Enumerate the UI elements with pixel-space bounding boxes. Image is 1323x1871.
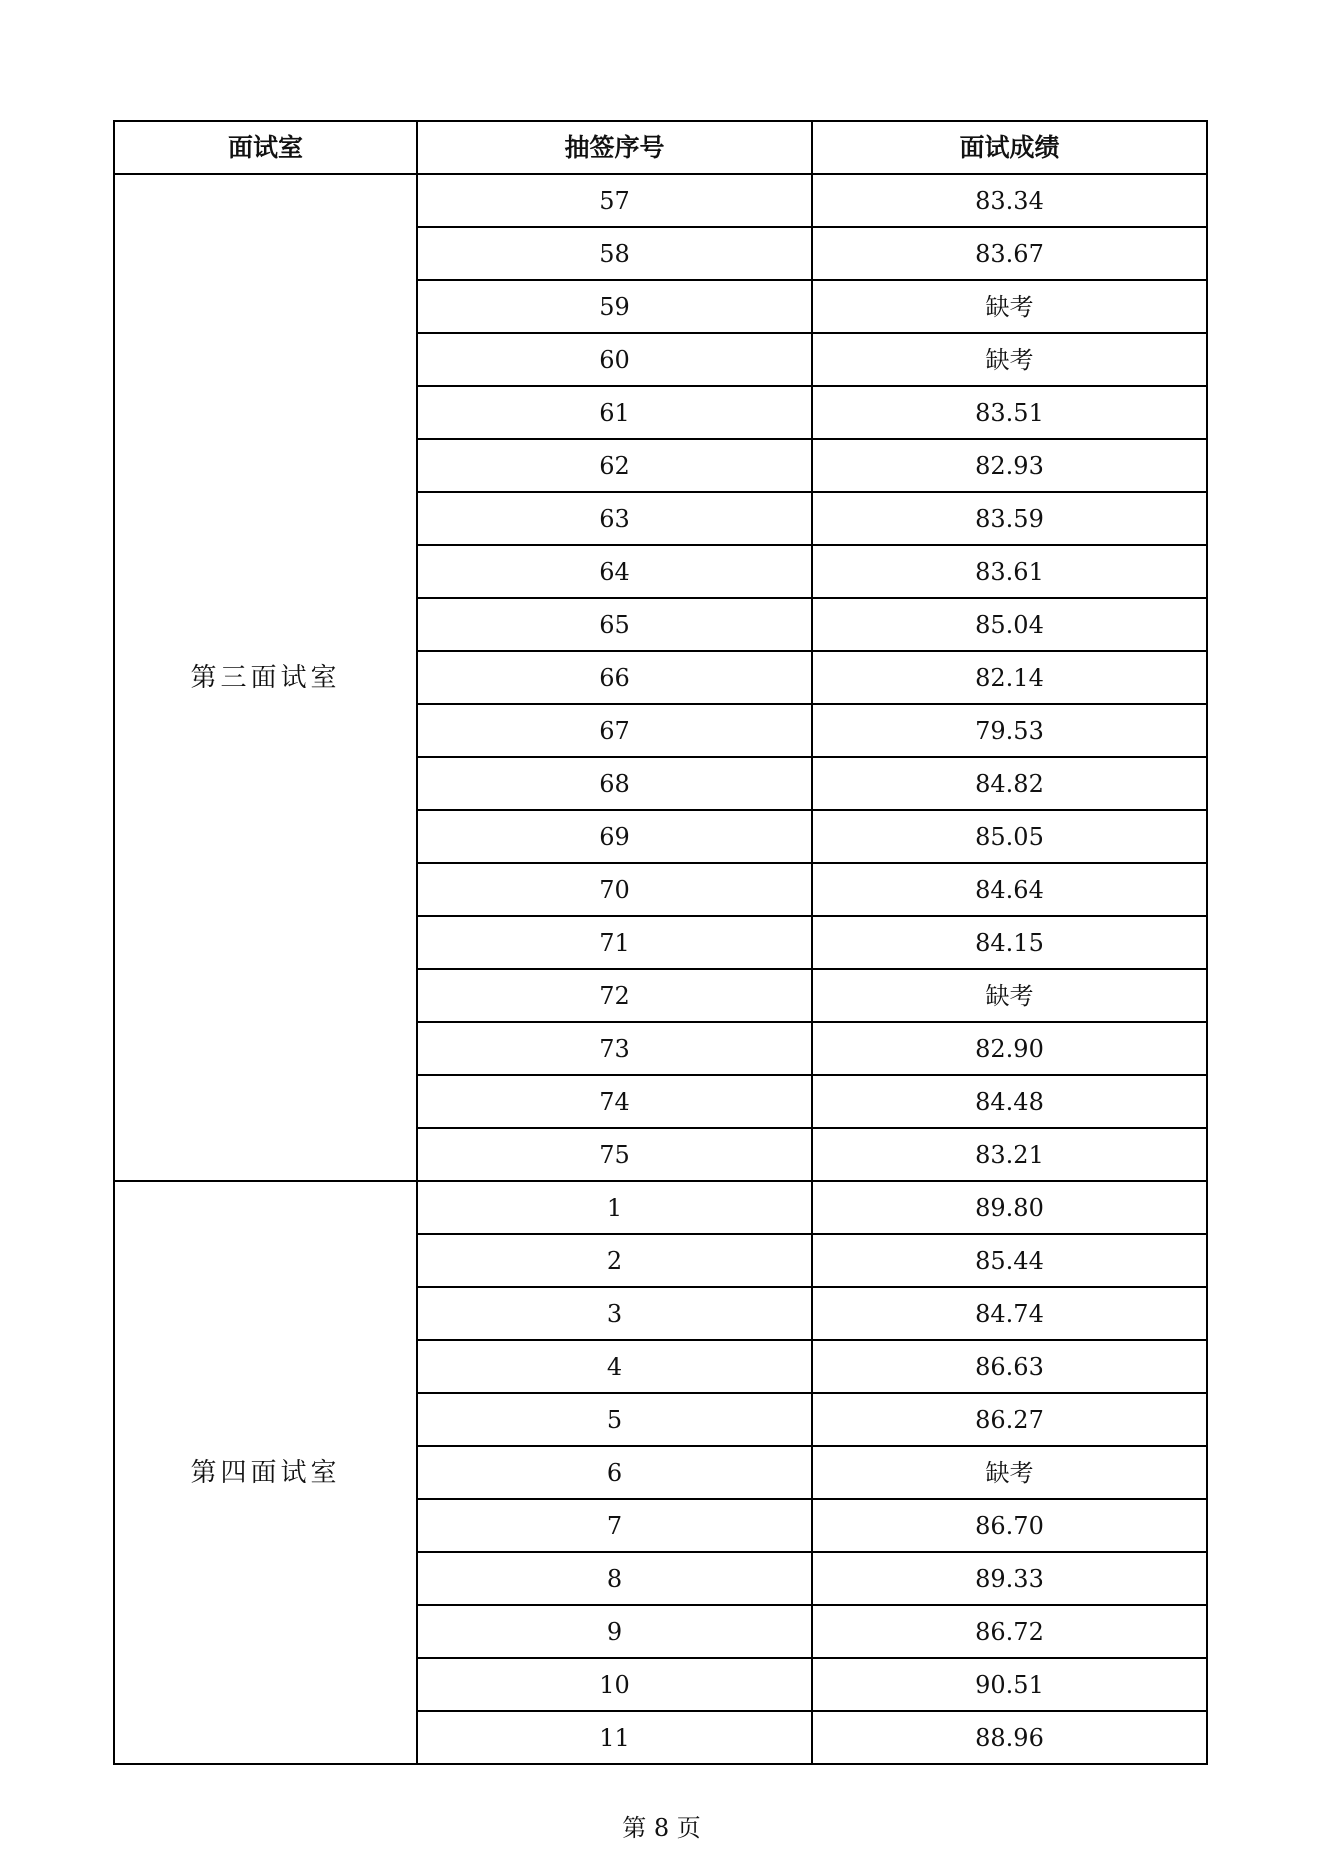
draw-number-cell: 72 [417,969,812,1022]
draw-number-cell: 60 [417,333,812,386]
table-row [114,174,1207,227]
room-name-cell: 第三面试室 [114,174,417,1181]
score-cell: 83.34 [812,174,1207,227]
table-header-row [114,121,1207,174]
draw-number-cell: 58 [417,227,812,280]
draw-number-cell: 11 [417,1711,812,1764]
score-cell: 85.05 [812,810,1207,863]
score-cell: 79.53 [812,704,1207,757]
score-cell: 82.14 [812,651,1207,704]
score-cell: 83.59 [812,492,1207,545]
draw-number-cell: 66 [417,651,812,704]
draw-number-cell: 68 [417,757,812,810]
score-cell: 89.33 [812,1552,1207,1605]
draw-number-cell: 62 [417,439,812,492]
score-cell: 86.72 [812,1605,1207,1658]
score-cell: 82.93 [812,439,1207,492]
draw-number-cell: 7 [417,1499,812,1552]
draw-number-cell: 74 [417,1075,812,1128]
draw-number-cell: 75 [417,1128,812,1181]
draw-number-cell: 8 [417,1552,812,1605]
draw-number-cell: 3 [417,1287,812,1340]
table-row [114,1181,1207,1234]
draw-number-cell: 67 [417,704,812,757]
header-room: 面试室 [114,121,417,174]
score-cell: 86.27 [812,1393,1207,1446]
score-cell: 83.51 [812,386,1207,439]
score-cell: 84.48 [812,1075,1207,1128]
header-score: 面试成绩 [812,121,1207,174]
score-cell: 83.61 [812,545,1207,598]
draw-number-cell: 59 [417,280,812,333]
draw-number-cell: 69 [417,810,812,863]
draw-number-cell: 5 [417,1393,812,1446]
page-number: 第 8 页 [622,1814,701,1842]
score-cell: 缺考 [812,333,1207,386]
draw-number-cell: 70 [417,863,812,916]
draw-number-cell: 6 [417,1446,812,1499]
draw-number-cell: 4 [417,1340,812,1393]
draw-number-cell: 2 [417,1234,812,1287]
score-cell: 缺考 [812,969,1207,1022]
draw-number-cell: 71 [417,916,812,969]
score-cell: 缺考 [812,1446,1207,1499]
score-cell: 83.21 [812,1128,1207,1181]
score-cell: 85.04 [812,598,1207,651]
draw-number-cell: 1 [417,1181,812,1234]
draw-number-cell: 65 [417,598,812,651]
score-cell: 88.96 [812,1711,1207,1764]
score-cell: 84.15 [812,916,1207,969]
interview-score-table [113,120,1208,1765]
score-cell: 90.51 [812,1658,1207,1711]
score-cell: 86.70 [812,1499,1207,1552]
score-cell: 84.82 [812,757,1207,810]
draw-number-cell: 9 [417,1605,812,1658]
score-cell: 85.44 [812,1234,1207,1287]
room-name-cell: 第四面试室 [114,1181,417,1764]
score-cell: 83.67 [812,227,1207,280]
score-cell: 86.63 [812,1340,1207,1393]
score-cell: 缺考 [812,280,1207,333]
draw-number-cell: 61 [417,386,812,439]
draw-number-cell: 64 [417,545,812,598]
score-cell: 84.74 [812,1287,1207,1340]
draw-number-cell: 10 [417,1658,812,1711]
draw-number-cell: 73 [417,1022,812,1075]
draw-number-cell: 57 [417,174,812,227]
header-draw-number: 抽签序号 [417,121,812,174]
score-cell: 84.64 [812,863,1207,916]
draw-number-cell: 63 [417,492,812,545]
table-body [114,174,1207,1764]
score-cell: 89.80 [812,1181,1207,1234]
score-cell: 82.90 [812,1022,1207,1075]
